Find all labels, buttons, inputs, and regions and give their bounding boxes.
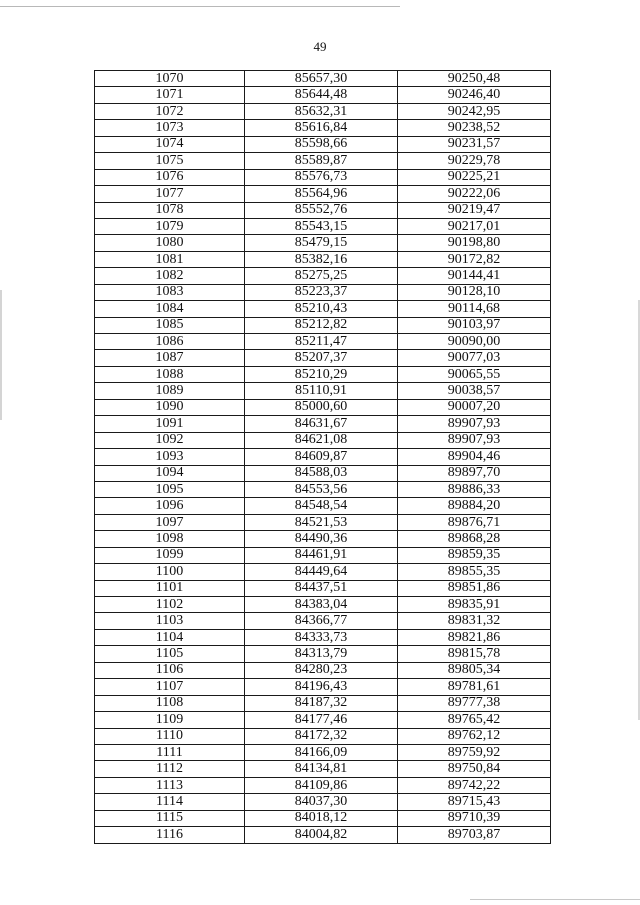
coordinates-table-body xyxy=(95,71,551,844)
point-number-cell: 1099 xyxy=(95,547,245,563)
point-number-cell: 1073 xyxy=(95,120,245,136)
y-coordinate-cell: 89859,35 xyxy=(398,547,551,563)
point-number-cell: 1098 xyxy=(95,531,245,547)
y-coordinate-cell: 89907,93 xyxy=(398,432,551,448)
x-coordinate-cell: 84280,23 xyxy=(245,662,398,678)
table-row xyxy=(95,268,551,284)
y-coordinate-cell: 90198,80 xyxy=(398,235,551,251)
x-coordinate-cell: 85576,73 xyxy=(245,169,398,185)
x-coordinate-cell: 85000,60 xyxy=(245,399,398,415)
y-coordinate-cell: 89855,35 xyxy=(398,564,551,580)
point-number-cell: 1101 xyxy=(95,580,245,596)
point-number-cell: 1087 xyxy=(95,350,245,366)
point-number-cell: 1086 xyxy=(95,334,245,350)
table-row xyxy=(95,613,551,629)
y-coordinate-cell: 90090,00 xyxy=(398,334,551,350)
y-coordinate-cell: 90103,97 xyxy=(398,317,551,333)
y-coordinate-cell: 89851,86 xyxy=(398,580,551,596)
scan-border-line-bottom xyxy=(470,899,640,900)
x-coordinate-cell: 84383,04 xyxy=(245,597,398,613)
table-row xyxy=(95,712,551,728)
x-coordinate-cell: 85543,15 xyxy=(245,218,398,234)
point-number-cell: 1084 xyxy=(95,301,245,317)
x-coordinate-cell: 84548,54 xyxy=(245,498,398,514)
y-coordinate-cell: 90038,57 xyxy=(398,383,551,399)
point-number-cell: 1072 xyxy=(95,103,245,119)
y-coordinate-cell: 90172,82 xyxy=(398,251,551,267)
point-number-cell: 1115 xyxy=(95,810,245,826)
point-number-cell: 1109 xyxy=(95,712,245,728)
x-coordinate-cell: 84553,56 xyxy=(245,481,398,497)
x-coordinate-cell: 84134,81 xyxy=(245,761,398,777)
y-coordinate-cell: 90065,55 xyxy=(398,366,551,382)
y-coordinate-cell: 90229,78 xyxy=(398,153,551,169)
table-row xyxy=(95,597,551,613)
x-coordinate-cell: 84037,30 xyxy=(245,794,398,810)
table-row xyxy=(95,334,551,350)
point-number-cell: 1103 xyxy=(95,613,245,629)
x-coordinate-cell: 84631,67 xyxy=(245,416,398,432)
y-coordinate-cell: 90144,41 xyxy=(398,268,551,284)
x-coordinate-cell: 85479,15 xyxy=(245,235,398,251)
y-coordinate-cell: 89765,42 xyxy=(398,712,551,728)
point-number-cell: 1074 xyxy=(95,136,245,152)
point-number-cell: 1082 xyxy=(95,268,245,284)
y-coordinate-cell: 90114,68 xyxy=(398,301,551,317)
y-coordinate-cell: 89876,71 xyxy=(398,514,551,530)
table-row xyxy=(95,186,551,202)
x-coordinate-cell: 85210,43 xyxy=(245,301,398,317)
y-coordinate-cell: 89904,46 xyxy=(398,449,551,465)
x-coordinate-cell: 85210,29 xyxy=(245,366,398,382)
y-coordinate-cell: 90250,48 xyxy=(398,71,551,87)
x-coordinate-cell: 84109,86 xyxy=(245,777,398,793)
table-row xyxy=(95,514,551,530)
point-number-cell: 1090 xyxy=(95,399,245,415)
x-coordinate-cell: 84449,64 xyxy=(245,564,398,580)
x-coordinate-cell: 85564,96 xyxy=(245,186,398,202)
table-row xyxy=(95,761,551,777)
point-number-cell: 1114 xyxy=(95,794,245,810)
scan-edge-shadow-left xyxy=(0,290,2,420)
table-row xyxy=(95,810,551,826)
point-number-cell: 1108 xyxy=(95,695,245,711)
point-number-cell: 1075 xyxy=(95,153,245,169)
x-coordinate-cell: 85382,16 xyxy=(245,251,398,267)
table-row xyxy=(95,547,551,563)
y-coordinate-cell: 89821,86 xyxy=(398,629,551,645)
table-row xyxy=(95,679,551,695)
x-coordinate-cell: 84490,36 xyxy=(245,531,398,547)
point-number-cell: 1097 xyxy=(95,514,245,530)
y-coordinate-cell: 89835,91 xyxy=(398,597,551,613)
x-coordinate-cell: 84437,51 xyxy=(245,580,398,596)
table-row xyxy=(95,153,551,169)
table-row xyxy=(95,695,551,711)
y-coordinate-cell: 89703,87 xyxy=(398,827,551,843)
point-number-cell: 1106 xyxy=(95,662,245,678)
scan-border-line-top xyxy=(0,6,400,7)
point-number-cell: 1105 xyxy=(95,646,245,662)
table-row xyxy=(95,646,551,662)
table-row xyxy=(95,580,551,596)
table-row xyxy=(95,136,551,152)
table-row xyxy=(95,728,551,744)
x-coordinate-cell: 85223,37 xyxy=(245,284,398,300)
point-number-cell: 1080 xyxy=(95,235,245,251)
table-row xyxy=(95,169,551,185)
x-coordinate-cell: 84621,08 xyxy=(245,432,398,448)
table-row xyxy=(95,399,551,415)
y-coordinate-cell: 90231,57 xyxy=(398,136,551,152)
y-coordinate-cell: 89831,32 xyxy=(398,613,551,629)
y-coordinate-cell: 90242,95 xyxy=(398,103,551,119)
y-coordinate-cell: 89886,33 xyxy=(398,481,551,497)
x-coordinate-cell: 85211,47 xyxy=(245,334,398,350)
point-number-cell: 1112 xyxy=(95,761,245,777)
table-row xyxy=(95,481,551,497)
point-number-cell: 1083 xyxy=(95,284,245,300)
point-number-cell: 1091 xyxy=(95,416,245,432)
y-coordinate-cell: 89777,38 xyxy=(398,695,551,711)
x-coordinate-cell: 85632,31 xyxy=(245,103,398,119)
point-number-cell: 1081 xyxy=(95,251,245,267)
point-number-cell: 1092 xyxy=(95,432,245,448)
table-row xyxy=(95,498,551,514)
y-coordinate-cell: 89781,61 xyxy=(398,679,551,695)
x-coordinate-cell: 84521,53 xyxy=(245,514,398,530)
x-coordinate-cell: 84366,77 xyxy=(245,613,398,629)
y-coordinate-cell: 90222,06 xyxy=(398,186,551,202)
x-coordinate-cell: 84166,09 xyxy=(245,744,398,760)
y-coordinate-cell: 90077,03 xyxy=(398,350,551,366)
x-coordinate-cell: 84004,82 xyxy=(245,827,398,843)
table-row xyxy=(95,202,551,218)
point-number-cell: 1093 xyxy=(95,449,245,465)
table-row xyxy=(95,465,551,481)
point-number-cell: 1107 xyxy=(95,679,245,695)
point-number-cell: 1096 xyxy=(95,498,245,514)
point-number-cell: 1079 xyxy=(95,218,245,234)
y-coordinate-cell: 90238,52 xyxy=(398,120,551,136)
point-number-cell: 1113 xyxy=(95,777,245,793)
x-coordinate-cell: 85657,30 xyxy=(245,71,398,87)
x-coordinate-cell: 84187,32 xyxy=(245,695,398,711)
y-coordinate-cell: 89750,84 xyxy=(398,761,551,777)
x-coordinate-cell: 84333,73 xyxy=(245,629,398,645)
x-coordinate-cell: 85552,76 xyxy=(245,202,398,218)
x-coordinate-cell: 84018,12 xyxy=(245,810,398,826)
y-coordinate-cell: 89762,12 xyxy=(398,728,551,744)
point-number-cell: 1095 xyxy=(95,481,245,497)
table-row xyxy=(95,794,551,810)
y-coordinate-cell: 89815,78 xyxy=(398,646,551,662)
y-coordinate-cell: 89759,92 xyxy=(398,744,551,760)
coordinates-table xyxy=(94,70,551,844)
point-number-cell: 1077 xyxy=(95,186,245,202)
y-coordinate-cell: 90246,40 xyxy=(398,87,551,103)
x-coordinate-cell: 85616,84 xyxy=(245,120,398,136)
point-number-cell: 1094 xyxy=(95,465,245,481)
y-coordinate-cell: 90219,47 xyxy=(398,202,551,218)
table-row xyxy=(95,662,551,678)
y-coordinate-cell: 89884,20 xyxy=(398,498,551,514)
table-row xyxy=(95,235,551,251)
point-number-cell: 1076 xyxy=(95,169,245,185)
table-row xyxy=(95,744,551,760)
table-row xyxy=(95,366,551,382)
table-row xyxy=(95,218,551,234)
y-coordinate-cell: 90128,10 xyxy=(398,284,551,300)
table-row xyxy=(95,317,551,333)
table-row xyxy=(95,564,551,580)
point-number-cell: 1089 xyxy=(95,383,245,399)
y-coordinate-cell: 89715,43 xyxy=(398,794,551,810)
table-row xyxy=(95,629,551,645)
point-number-cell: 1088 xyxy=(95,366,245,382)
point-number-cell: 1104 xyxy=(95,629,245,645)
x-coordinate-cell: 84588,03 xyxy=(245,465,398,481)
x-coordinate-cell: 84177,46 xyxy=(245,712,398,728)
x-coordinate-cell: 84461,91 xyxy=(245,547,398,563)
point-number-cell: 1071 xyxy=(95,87,245,103)
table-row xyxy=(95,251,551,267)
x-coordinate-cell: 85212,82 xyxy=(245,317,398,333)
y-coordinate-cell: 89907,93 xyxy=(398,416,551,432)
point-number-cell: 1116 xyxy=(95,827,245,843)
page-number: 49 xyxy=(313,39,327,54)
point-number-cell: 1102 xyxy=(95,597,245,613)
table-row xyxy=(95,284,551,300)
table-row xyxy=(95,777,551,793)
point-number-cell: 1110 xyxy=(95,728,245,744)
table-row xyxy=(95,432,551,448)
point-number-cell: 1111 xyxy=(95,744,245,760)
x-coordinate-cell: 84313,79 xyxy=(245,646,398,662)
table-row xyxy=(95,531,551,547)
table-row xyxy=(95,350,551,366)
x-coordinate-cell: 85110,91 xyxy=(245,383,398,399)
y-coordinate-cell: 89868,28 xyxy=(398,531,551,547)
table-row xyxy=(95,71,551,87)
table-row xyxy=(95,120,551,136)
x-coordinate-cell: 85644,48 xyxy=(245,87,398,103)
point-number-cell: 1078 xyxy=(95,202,245,218)
y-coordinate-cell: 89742,22 xyxy=(398,777,551,793)
x-coordinate-cell: 85589,87 xyxy=(245,153,398,169)
x-coordinate-cell: 84172,32 xyxy=(245,728,398,744)
table-row xyxy=(95,383,551,399)
x-coordinate-cell: 85598,66 xyxy=(245,136,398,152)
x-coordinate-cell: 85275,25 xyxy=(245,268,398,284)
y-coordinate-cell: 89710,39 xyxy=(398,810,551,826)
table-row xyxy=(95,87,551,103)
y-coordinate-cell: 90217,01 xyxy=(398,218,551,234)
table-row xyxy=(95,416,551,432)
y-coordinate-cell: 90225,21 xyxy=(398,169,551,185)
x-coordinate-cell: 84609,87 xyxy=(245,449,398,465)
point-number-cell: 1085 xyxy=(95,317,245,333)
y-coordinate-cell: 89897,70 xyxy=(398,465,551,481)
table-row xyxy=(95,103,551,119)
x-coordinate-cell: 85207,37 xyxy=(245,350,398,366)
y-coordinate-cell: 90007,20 xyxy=(398,399,551,415)
table-row xyxy=(95,301,551,317)
table-row xyxy=(95,449,551,465)
y-coordinate-cell: 89805,34 xyxy=(398,662,551,678)
point-number-cell: 1100 xyxy=(95,564,245,580)
x-coordinate-cell: 84196,43 xyxy=(245,679,398,695)
point-number-cell: 1070 xyxy=(95,71,245,87)
table-row xyxy=(95,827,551,843)
